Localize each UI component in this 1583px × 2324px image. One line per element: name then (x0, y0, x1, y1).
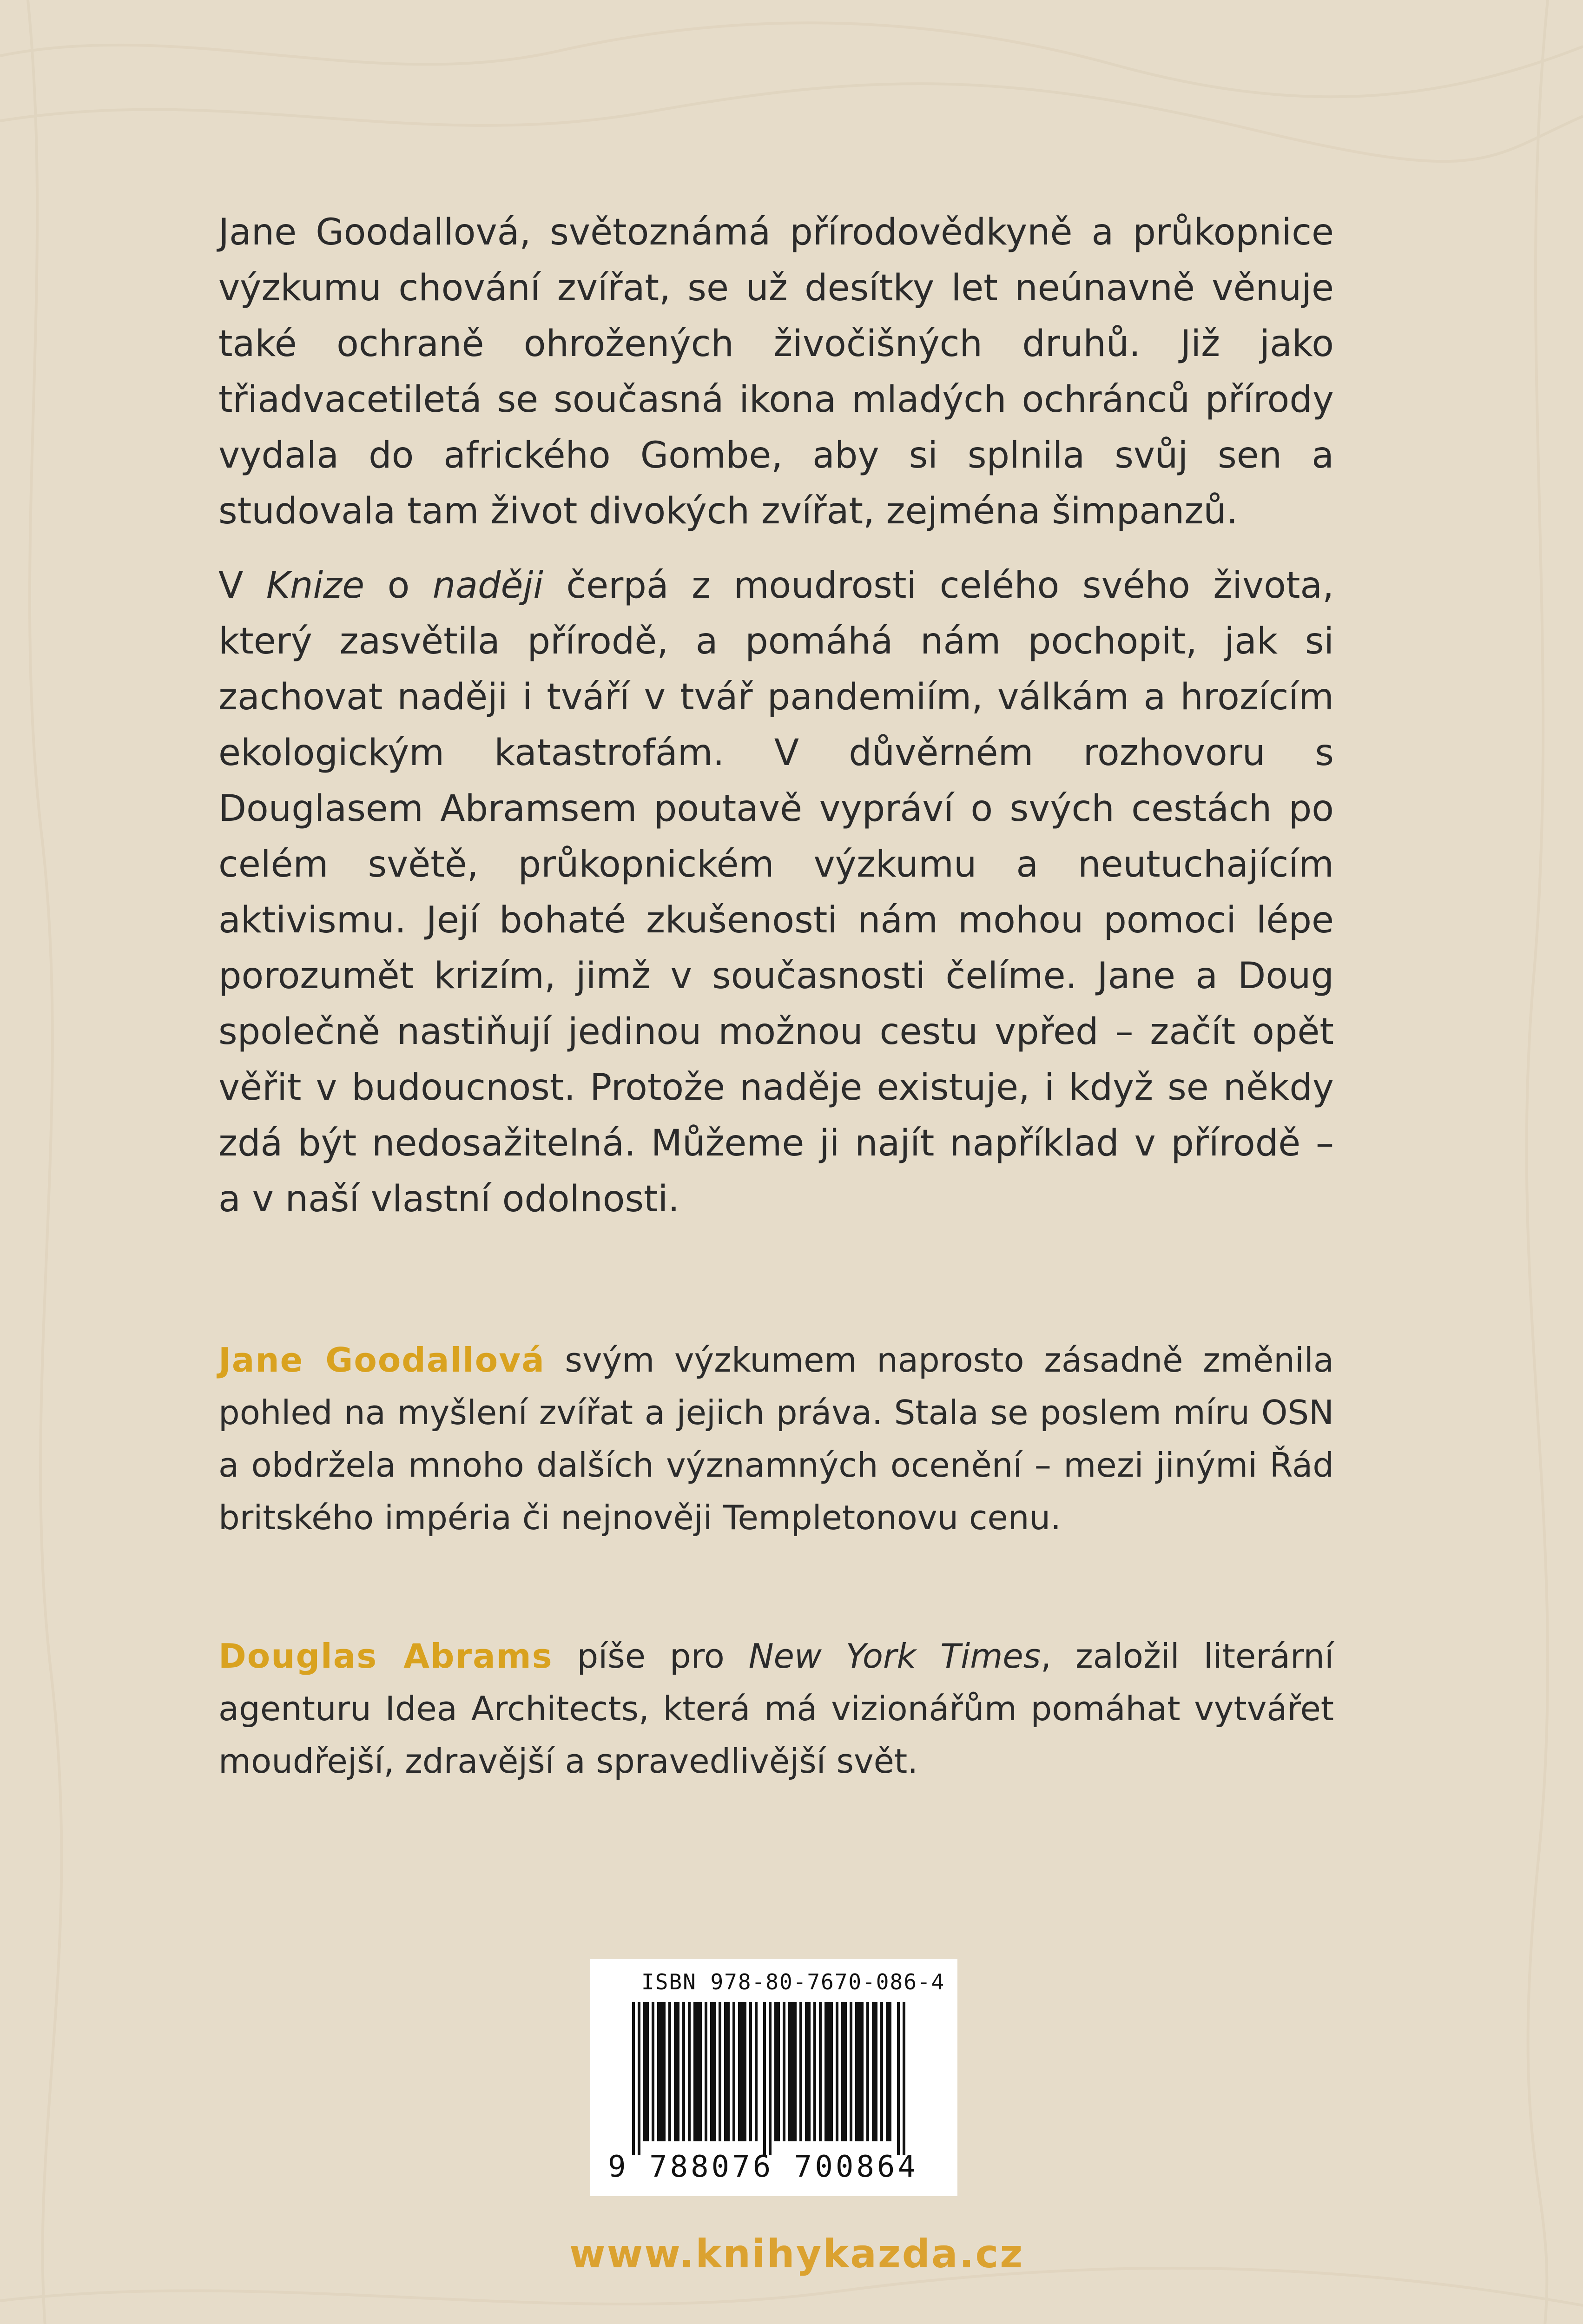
book-title-word: Knize (266, 565, 365, 607)
book-title-word: naději (432, 565, 543, 607)
publisher-website[interactable]: www.knihykazda.cz (569, 2231, 1024, 2277)
isbn-barcode (590, 1959, 957, 2196)
back-cover-text (218, 205, 1334, 1788)
isbn-label: ISBN 978-80-7670-086-4 (641, 1969, 945, 1994)
bio-text: , založil literární agenturu Idea Architects, která má vizionářům pomáhat vytvářet moudřejší, zdravější a spravedlivější svět. (218, 1637, 1334, 1781)
author-bio-abrams (218, 1630, 1334, 1788)
author-name: Douglas Abrams (218, 1637, 553, 1676)
paragraph-text: V (218, 565, 266, 607)
description-paragraph-1: Jane Goodallová, světoznámá přírodovědkyně a průkopnice výzkumu chování zvířat, se už desítky let neúnavně věnuje také ochraně ohrožených živočišných druhů. Již jako třiadvacetiletá se současná ikona mladých ochránců přírody vydala do afrického Gombe, aby si splnila svůj sen a studovala tam život divokých zvířat, zejména šimpanzů. (218, 211, 1334, 532)
publication-name: New York Times (748, 1637, 1041, 1676)
paragraph-text: o (364, 565, 433, 607)
ean-digits: 9 788076 700864 (608, 2150, 918, 2184)
description-paragraph-2 (218, 558, 1334, 1227)
author-bio-goodall (218, 1334, 1334, 1544)
bio-text: píše pro (553, 1637, 749, 1676)
paragraph-text: čerpá z moudrosti celého svého života, který zasvětila přírodě, a pomáhá nám pochopit, jak si zachovat naději i tváří v tvář pandemiím, válkám a hrozícím ekologickým katastrofám. V důvěrném rozhovoru s Douglasem Abramsem poutavě vypráví o svých cestách po celém světě, průkopnickém výzkumu a neutuchajícím aktivismu. Její bohaté zkušenosti nám mohou pomoci lépe porozumět krizím, jimž v současnosti čelíme. Jane a Doug společně nastiňují jedinou možnou cestu vpřed – začít opět věřit v budoucnost. Protože naděje existuje, i když se někdy zdá být nedosažitelná. Můžeme ji najít například v přírodě – a v naší vlastní odolnosti. (218, 565, 1334, 1220)
barcode-bars (632, 2002, 911, 2155)
bio-text: svým výzkumem naprosto zásadně změnila pohled na myšlení zvířat a jejich práva. Stala se poslem míru OSN a obdržela mnoho dalších významných ocenění – mezi jinými Řád britského impéria či nejnověji Templetonovu cenu. (218, 1340, 1334, 1537)
author-name: Jane Goodallová (218, 1340, 545, 1380)
